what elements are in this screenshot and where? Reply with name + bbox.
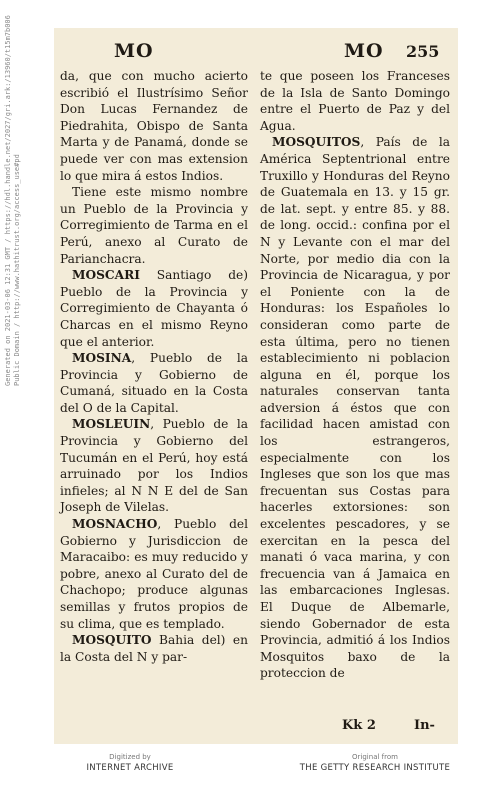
running-header bbox=[54, 40, 458, 66]
header-left: MO bbox=[114, 40, 154, 62]
paragraph: Tiene este mismo nombre un Pueblo de la Provincia y Corregimiento de Tarma en el Perú, anexo al Curato de Parianchacra. bbox=[60, 185, 248, 266]
entry-mosquitos bbox=[260, 134, 450, 682]
entry-text: Santiago de) Pueblo de la Provincia y Corregimiento de Chayanta ó Charcas en el mismo Reyno que el anterior. bbox=[60, 268, 248, 349]
page-number: 255 bbox=[406, 42, 440, 61]
entry-mosquito bbox=[60, 632, 248, 665]
entry-text: , Pueblo del Gobierno y Jurisdiccion de Maracaibo: es muy reducido y pobre, anexo al Curato del de Chachopo; produce algunas semillas y frutos propios de su clima, que es templado. bbox=[60, 517, 248, 631]
catchword: In- bbox=[414, 718, 435, 733]
digitization-credits bbox=[0, 752, 490, 800]
stamp-license-line: Public Domain / http://www.hathitrust.org/access_use#pd bbox=[13, 154, 21, 386]
entry-mosleuin bbox=[60, 416, 248, 516]
credit-label: Original from bbox=[352, 753, 398, 761]
entry-mosnacho bbox=[60, 516, 248, 632]
paragraph: da, que con mucho acierto escribió el Ilustrísimo Señor Don Lucas Fernandez de Piedrahita, Obispo de Santa Marta y de Panamá, donde se puede ver con mas extension lo que mira á estos Indios. bbox=[60, 69, 248, 183]
entry-term: MOSLEUIN bbox=[72, 417, 151, 432]
entry-mosina bbox=[60, 350, 248, 416]
entry-text: , País de la América Septentrional entre Truxillo y Honduras del Reyno de Guatemala en 13. y 15 gr. de lat. sept. y entre 85. y 88. de long. occid.: confina por el N y Levante con el mar del Norte, por medio dia con la Provincia de Nicaragua, y por el Poniente con la de Honduras: los Españoles lo consideran como parte de esta última, pero no tienen establecimiento ni poblacion alguna en él, porque los naturales conservan tanta adversion á éstos que con facilidad hacen amistad con los estrangeros, especialmente con los Ingleses que son los que mas frecuentan sus Costas para hacerles extorsiones: son excelentes pescadores, y se exercitan en la pesca del manati ó vaca marina, y con frecuencia van á Jamaica en las embarcaciones Inglesas. El Duque de Albemarle, siendo Gobernador de esta Provincia, admitió á los Indios Mosquitos baxo de la proteccion de bbox=[260, 135, 450, 681]
right-column bbox=[260, 68, 450, 682]
credit-label: Digitized by bbox=[109, 753, 151, 761]
entry-term: MOSNACHO bbox=[72, 517, 158, 532]
entry-text: , Pueblo de la Provincia y Gobierno del Tucumán en el Perú, hoy está arruinado por los Indios infieles; al N N E del de San Joseph de Vilelas. bbox=[60, 417, 248, 515]
page-footer bbox=[54, 718, 458, 738]
entry-moscari bbox=[60, 267, 248, 350]
entry-text: , Pueblo de la Provincia y Gobierno de Cumaná, situado en la Costa del O de la Capital. bbox=[60, 351, 248, 415]
entry-term: MOSCARI bbox=[72, 268, 140, 283]
credit-digitized bbox=[40, 752, 220, 774]
credit-original bbox=[275, 752, 475, 774]
credit-org: INTERNET ARCHIVE bbox=[86, 763, 174, 773]
entry-term: MOSINA bbox=[72, 351, 132, 366]
entry-term: MOSQUITO bbox=[72, 633, 152, 648]
side-stamp bbox=[4, 15, 22, 386]
entry-term: MOSQUITOS bbox=[272, 135, 361, 150]
book-page bbox=[54, 28, 458, 744]
stamp-generated-line: Generated on 2021-03-06 12:31 GMT / https://hdl.handle.net/2027/gri.ark:/13960/t15m7b006 bbox=[4, 15, 12, 386]
header-right: MO bbox=[344, 40, 384, 62]
paragraph: te que poseen los Franceses de la Isla de Santo Domingo entre el Puerto de Paz y del Agua. bbox=[260, 69, 450, 133]
credit-org: THE GETTY RESEARCH INSTITUTE bbox=[299, 763, 451, 773]
signature-mark: Kk 2 bbox=[342, 718, 376, 733]
left-column bbox=[60, 68, 248, 665]
entry-text: Bahia del) en la Costa del N y par- bbox=[60, 633, 248, 664]
